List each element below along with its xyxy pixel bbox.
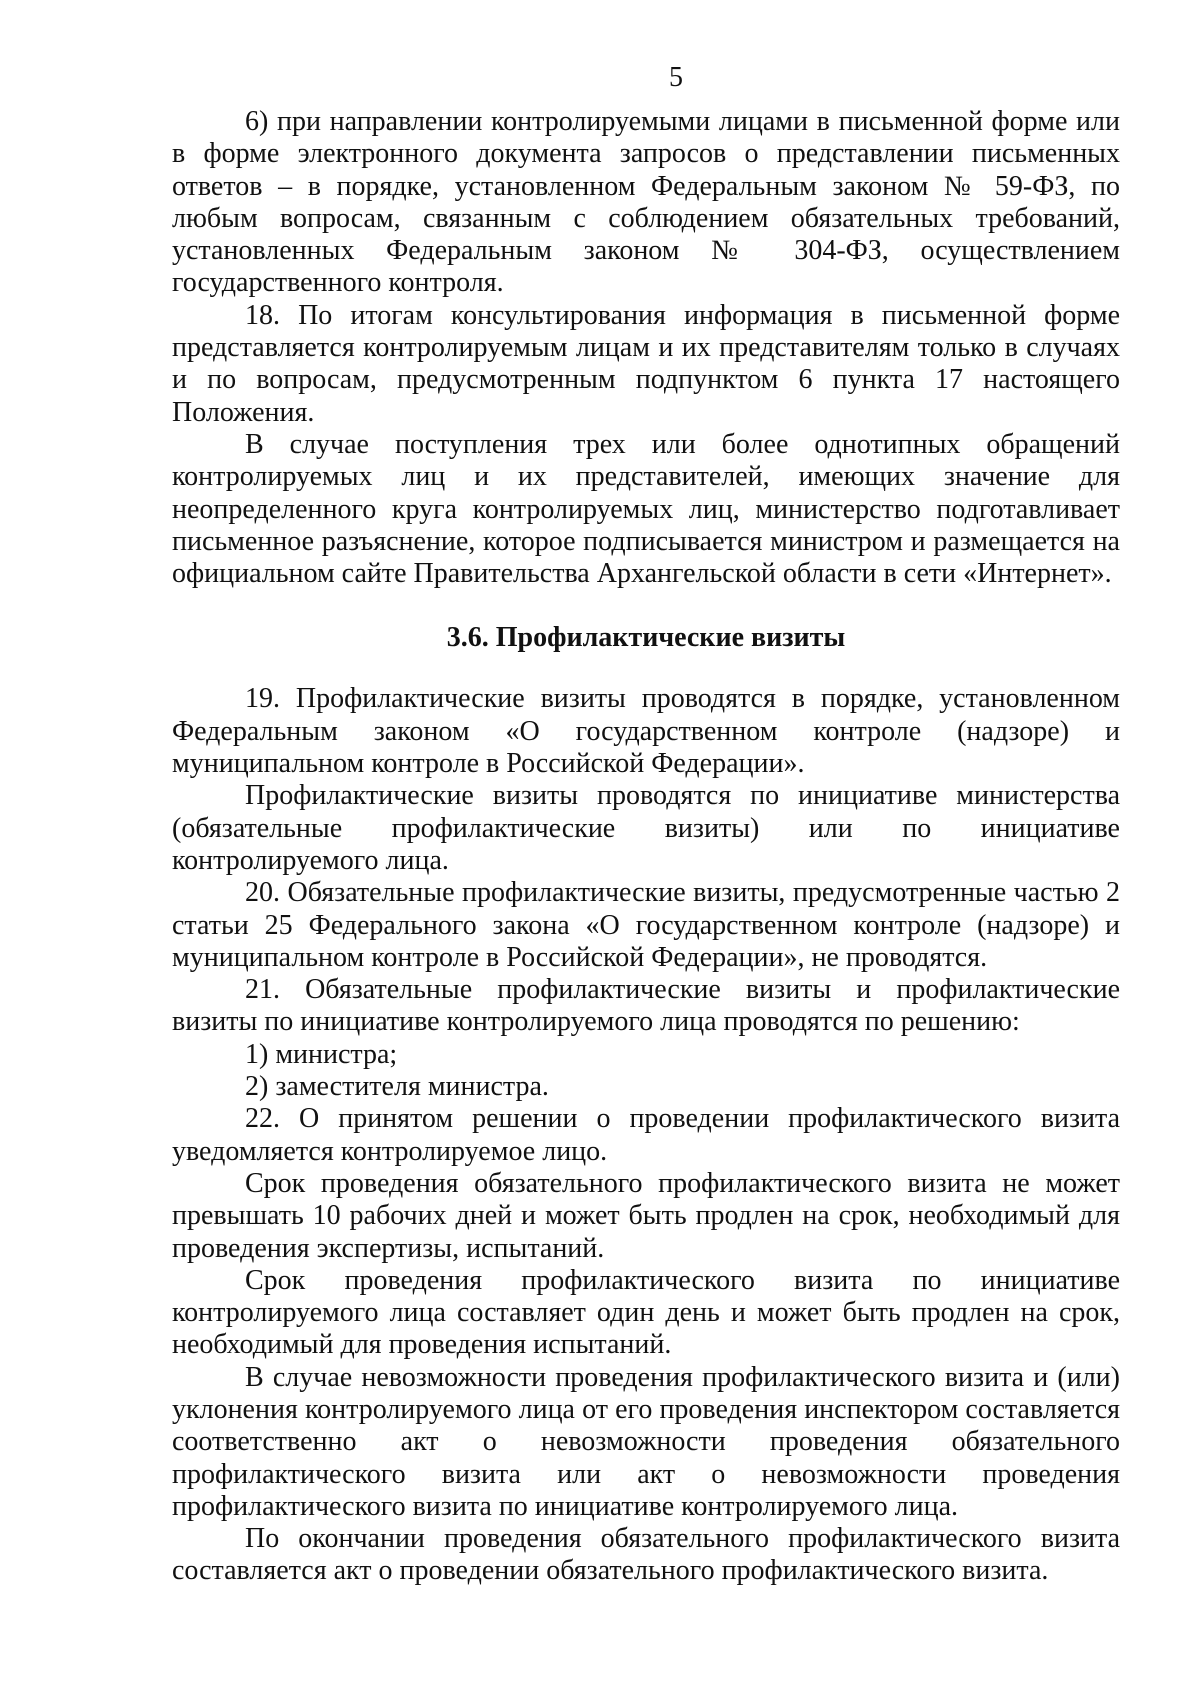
paragraph-item-6: 6) при направлении контролируемыми лицами в письменной форме или в форме электронного документа запросов о представлении письменных ответов – в порядке, установленном Федеральным законом № 59-ФЗ, по любым вопросам, связанным с соблюдением обязательных требований, установленных Федеральным законом № 304-ФЗ, осуществлением государственного контроля. [172,106,1120,299]
paragraph-21-item-2: 2) заместителя министра. [245,1071,549,1103]
paragraph-21: 21. Обязательные профилактические визиты и профилактические визиты по инициативе контролируемого лица проводятся по решению: [172,974,1120,1038]
paragraph-18: 18. По итогам консультирования информация в письменной форме представляется контролируемым лицам и их представителям только в случаях и по вопросам, предусмотренным подпунктом 6 пункта 17 настоящего Положения. [172,299,1120,428]
paragraph-19: 19. Профилактические визиты проводятся в порядке, установленном Федеральным законом «О государственном контроле (надзоре) и муниципальном контроле в Российской Федерации». [172,683,1120,780]
paragraph-22-impossibility-act: В случае невозможности проведения профилактического визита и (или) уклонения контролируемого лица от его проведения инспектором составляется соответственно акт о невозможности проведения обязательного профилактического визита или акт о невозможности проведения профилактического визита по инициативе контролируемого лица. [172,1361,1120,1522]
paragraph-20: 20. Обязательные профилактические визиты, предусмотренные частью 2 статьи 25 Федерального закона «О государственном контроле (надзоре) и муниципальном контроле в Российской Федерации», не проводятся. [172,877,1120,973]
page-number: 5 [669,62,683,93]
paragraph-22-term-initiative: Срок проведения профилактического визита по инициативе контролируемого лица составляет один день и может быть продлен на срок, необходимый для проведения испытаний. [172,1264,1120,1361]
paragraph-21-item-1: 1) министра; [245,1038,398,1070]
paragraph-22: 22. О принятом решении о проведении профилактического визита уведомляется контролируемое лицо. [172,1103,1120,1167]
paragraph-22-completion-act: По окончании проведения обязательного профилактического визита составляется акт о проведении обязательного профилактического визита. [172,1523,1120,1587]
section-heading: 3.6. Профилактические визиты [446,622,846,654]
paragraph-18-continuation: В случае поступления трех или более однотипных обращений контролируемых лиц и их представителей, имеющих значение для неопределенного круга контролируемых лиц, министерство подготавливает письменное разъяснение, которое подписывается министром и размещается на официальном сайте Правительства Архангельской области в сети «Интернет». [172,428,1120,590]
paragraph-22-term-mandatory: Срок проведения обязательного профилактического визита не может превышать 10 рабочих дней и может быть продлен на срок, необходимый для проведения экспертизы, испытаний. [172,1167,1120,1264]
paragraph-19-continuation: Профилактические визиты проводятся по инициативе министерства (обязательные профилактические визиты) или по инициативе контролируемого лица. [172,780,1120,876]
